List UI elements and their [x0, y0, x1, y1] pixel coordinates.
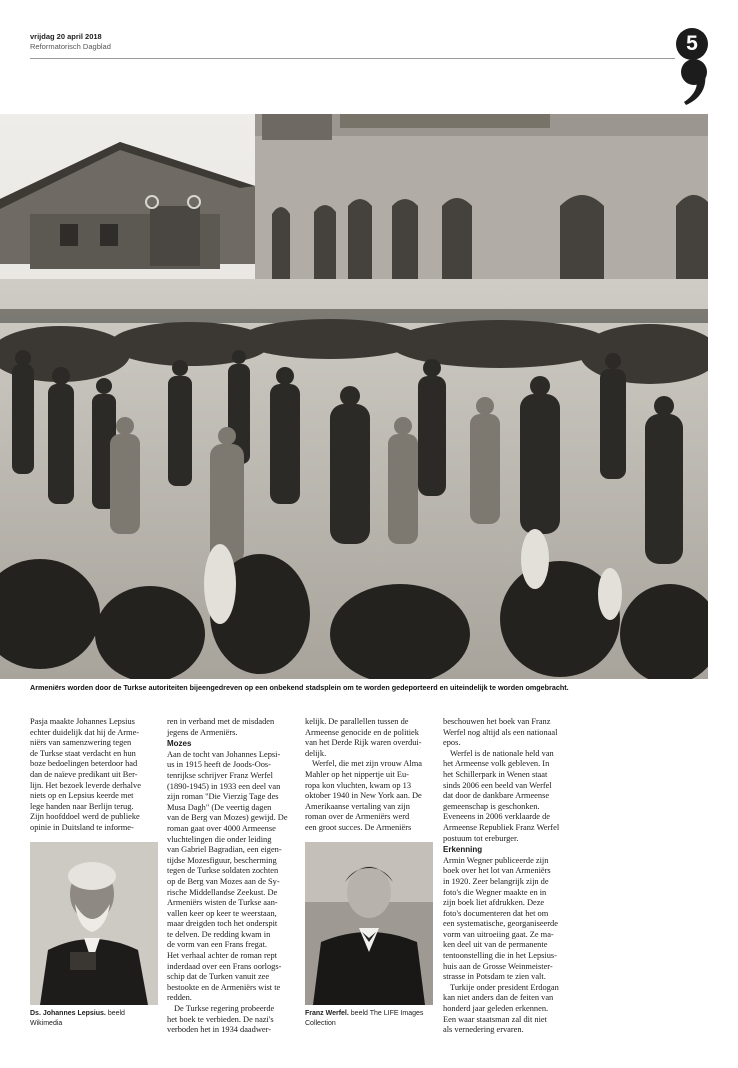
article-text-line: op de Berg van Mozes aan de Sy- — [167, 876, 280, 886]
article-text-line: van het Derde Rijk waren overdui- — [305, 738, 422, 748]
article-text-line: echter duidelijk dat hij de Arme- — [30, 727, 140, 737]
article-text-line: te delven. De redding kwam in — [167, 929, 271, 939]
page-number-badge: 5 — [676, 28, 708, 60]
comma-logo-icon — [678, 58, 712, 106]
article-text-line: Armeense Republiek Franz Werfel — [443, 822, 560, 832]
article-text-line: epos. — [443, 738, 461, 748]
publication-name: Reformatorisch Dagblad — [30, 42, 111, 51]
article-text-line: gemeenschap is geschonken. — [443, 801, 540, 811]
article-text-line: zijn roman "Die Vierzig Tage des — [167, 792, 279, 802]
article-text-line: als vernedering ervaren. — [443, 1025, 524, 1035]
article-text-line: Werfel nog altijd als een nationaal — [443, 727, 558, 737]
article-text-line: vluchtelingen die onder leiding — [167, 834, 272, 844]
article-text-line: honderd jaar geleden erkennen. — [443, 1004, 549, 1014]
portrait-caption-lepsius — [30, 1009, 125, 1028]
article-text-line: bestookte en de Armeniërs wist te — [167, 982, 281, 992]
article-text-line: boze bedoelingen beterdoor had — [30, 759, 138, 769]
article-text-line: het Schillerpark in Wenen staat — [443, 769, 548, 779]
portrait-werfel-illustration — [305, 842, 433, 1005]
article-text-line: ken deel uit van de permanente — [443, 940, 548, 950]
article-text-line: kelijk. De parallellen tussen de — [305, 717, 409, 726]
article-text-line: rische Middellandse Zeekust. De — [167, 887, 278, 897]
article-text-line: van Gabriel Bagradian, een eigen- — [167, 845, 282, 855]
article-text-line: inderdaad over een Frans oorlogs- — [167, 961, 282, 971]
article-text-line: Musa Dagh" (De veertig dagen — [167, 802, 272, 812]
portrait-caption-werfel — [305, 1009, 423, 1028]
article-column-3 — [305, 717, 431, 834]
article-text-line: zijn boek liet afdrukken. Deze — [443, 898, 545, 908]
article-text-line: vorm van uitroeiing gaat. Ze ma- — [443, 929, 554, 939]
article-text-line: dat door de dankbare Armeense — [443, 791, 550, 801]
article-text-line: niërs van samenzwering tegen — [30, 738, 132, 748]
article-text-line: opinie in Duitsland te informe- — [30, 822, 134, 832]
masthead — [30, 32, 678, 52]
article-text-line: kan niet anders dan de feiten van — [443, 993, 554, 1003]
article-text-line: redden. — [167, 993, 192, 1003]
portrait-name-werfel: Franz Werfel. — [305, 1010, 349, 1017]
article-text-line: Aan de tocht van Johannes Lepsi- — [167, 749, 281, 759]
portrait-photo-lepsius — [30, 842, 158, 1005]
crowd-photo-illustration — [0, 114, 708, 679]
article-text-line: foto's die Wegner maakte en in — [443, 887, 547, 897]
article-text-line: van de Berg van Mozes) gewijd. De — [167, 813, 288, 823]
article-text-line: maar dreigden toch het onderspit — [167, 919, 278, 929]
article-text-line: niets op en Lepsius keerde met — [30, 791, 134, 801]
article-text-line: oktober 1940 in New York aan. De — [305, 791, 422, 801]
article-text-line: lijn. Het bezoek leverde derhalve — [30, 780, 141, 790]
article-text-line: tentoonstelling die in het Lepsius- — [443, 951, 557, 961]
article-text-line: us in 1915 heeft de Joods-Oos- — [167, 760, 271, 770]
article-text-line: verboden het in 1934 daadwer- — [167, 1025, 272, 1035]
section-heading: Erkenning — [443, 845, 483, 855]
header-rule — [30, 58, 675, 59]
article-column-4 — [443, 717, 569, 1036]
article-text-line: vallen keer op keer te weerstaan, — [167, 908, 277, 918]
article-text-line: roman over de Armeniërs werd — [305, 812, 410, 822]
article-text-line: lege handen naar Berlijn terug. — [30, 801, 134, 811]
article-text-line: ren in verband met de misdaden — [167, 717, 275, 726]
article-text-line: tijdse Mozesfiguur, bescherming — [167, 855, 277, 865]
article-text-line: het boek te verbieden. De nazi's — [167, 1014, 274, 1024]
article-text-line: Werfel, die met zijn vrouw Alma — [312, 759, 423, 769]
article-text-line: strasse in Potsdam te zien valt. — [443, 972, 546, 982]
article-text-line: Zijn hoofddoel werd de publieke — [30, 812, 140, 822]
portrait-credit-lepsius-2: Wikimedia — [30, 1019, 63, 1027]
main-photo-caption: Armeniërs worden door de Turkse autoriteiten bijeengedreven op een onbekend stadsplein om te worden gedeporteerd en uiteindelijk te worden omgebracht. — [30, 683, 569, 692]
section-heading: Mozes — [167, 739, 192, 749]
article-text-line: foto's documenteren dat het om — [443, 908, 549, 918]
article-text-line: Armeniërs wisten de Turkse aan- — [167, 898, 278, 908]
article-text-line: Armin Wegner publiceerde zijn — [443, 855, 549, 865]
article-text-line: een groot succes. De Armeniërs — [305, 822, 412, 832]
article-text-line: Werfel is de nationale held van — [450, 748, 554, 758]
article-text-line: delijk. — [305, 748, 327, 758]
article-text-line: beschouwen het boek van Franz — [443, 717, 551, 726]
article-text-line: de Turkse staat verdacht en hun — [30, 748, 136, 758]
article-text-line: tegen de Turkse soldaten zochten — [167, 866, 279, 876]
article-column-2 — [167, 717, 293, 1036]
portrait-lepsius-illustration — [30, 842, 158, 1005]
article-text-line: jegens de Armeniërs. — [167, 727, 238, 737]
article-text-line: dan de naïeve predikant uit Ber- — [30, 769, 138, 779]
article-text-line: schip dat de Turken vanuit zee — [167, 972, 270, 982]
portrait-credit-werfel-2: Collection — [305, 1019, 336, 1027]
article-text-line: tenrijkse schrijver Franz Werfel — [167, 770, 273, 780]
article-text-line: Een waar staatsman zal dit niet — [443, 1014, 547, 1024]
portrait-credit-werfel: beeld The LIFE Images — [350, 1010, 424, 1017]
portrait-photo-werfel — [305, 842, 433, 1005]
article-text-line: Pasja maakte Johannes Lepsius — [30, 717, 135, 726]
article-text-line: de vorm van een Frans fregat. — [167, 940, 267, 950]
article-text-line: sinds 2006 een beeld van Werfel — [443, 780, 552, 790]
portrait-name-lepsius: Ds. Johannes Lepsius. — [30, 1010, 106, 1017]
article-text-line: De Turkse regering probeerde — [174, 1004, 275, 1014]
article-text-line: het Armeense volk gebleven. In — [443, 759, 550, 769]
article-text-line: huis aan de Grosse Weinmeister- — [443, 961, 553, 971]
article-text-line: postuum tot ereburger. — [443, 833, 519, 843]
article-text-line: boek over het lot van Armeniërs — [443, 866, 551, 876]
article-text-line: (1890-1945) in 1933 een deel van — [167, 781, 281, 791]
article-text-line: ropa kon vluchten, kwam op 13 — [305, 780, 412, 790]
article-text-line: Armeense genocide en de politiek — [305, 727, 419, 737]
article-text-line: in 1920. Zeer belangrijk zijn de — [443, 876, 549, 886]
article-text-line: roman gaat over 4000 Armeense — [167, 823, 276, 833]
article-column-1 — [30, 717, 156, 834]
article-text-line: Amerikaanse vertaling van zijn — [305, 801, 410, 811]
article-text-line: een systematische, georganiseerde — [443, 919, 558, 929]
main-photo — [0, 114, 708, 679]
article-text-line: Turkije onder president Erdogan — [450, 982, 559, 992]
article-text-line: Mahler op het nippertje uit Eu- — [305, 769, 409, 779]
article-text-line: Het verhaal achter de roman rept — [167, 951, 277, 961]
issue-date: vrijdag 20 april 2018 — [30, 32, 102, 41]
article-text-line: Eveneens in 2006 verklaarde de — [443, 812, 550, 822]
portrait-credit-lepsius: beeld — [107, 1010, 125, 1017]
